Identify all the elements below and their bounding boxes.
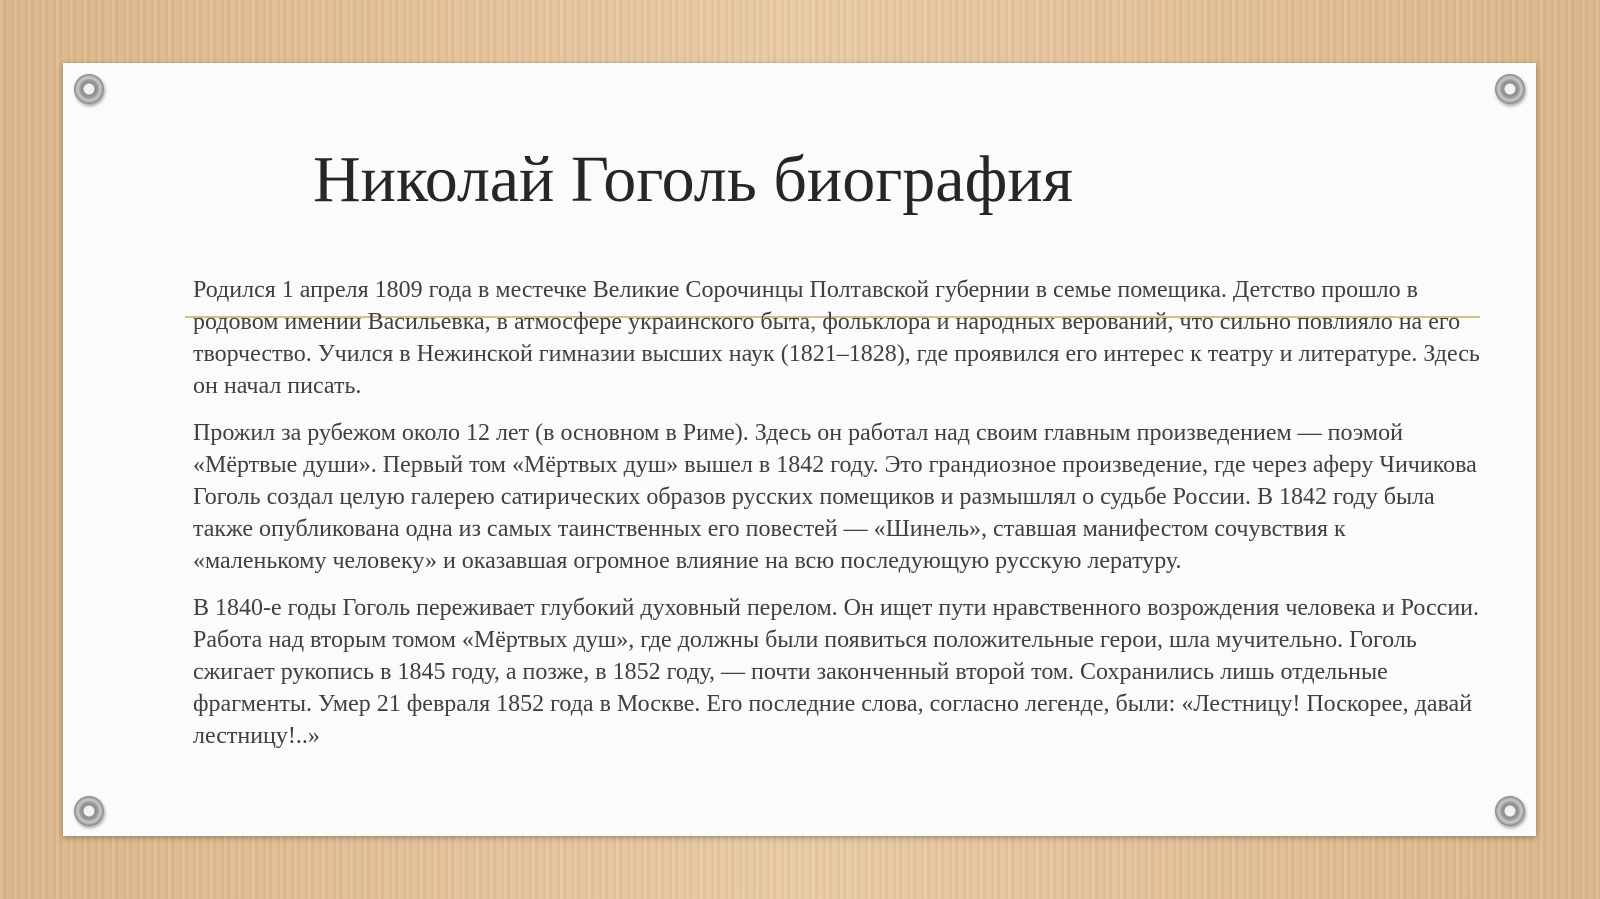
paragraph-abroad: Прожил за рубежом около 12 лет (в основном в Риме). Здесь он работал над своим главным произведением — поэмой «Мёртвые души». Первый том «Мёртвых душ» вышел в 1842 году. Это грандиозное произведение, где через аферу Чичикова Гоголь создал целую галерею сатирических образов русских помещиков и размышлял о судьбе России. В 1842 году была также опубликована одна из самых таинственных его повестей — «Шинель», ставшая манифестом сочувствия к «маленькому человеку» и оказавшая огромное влияние на всю последующую русскую лературу. xyxy=(193,420,1477,574)
paragraph-late-years: В 1840-е годы Гоголь переживает глубокий духовный перелом. Он ищет пути нравственного возрождения человека и России. Работа над вторым томом «Мёртвых душ», где должны были появиться положительные герои, шла мучительно. Гоголь сжигает рукопись в 1845 году, а позже, в 1852 году, — почти законченный второй том. Сохранились лишь отдельные фрагменты. Умер 21 февраля 1852 года в Москве. Его последние слова, согласно легенде, были: «Лестницу! Поскорее, давай лестницу!..» xyxy=(193,595,1480,749)
pushpin-icon xyxy=(74,796,104,826)
pushpin-icon xyxy=(1495,796,1525,826)
pushpin-icon xyxy=(1495,74,1525,104)
slide-body xyxy=(193,274,1483,767)
slide-title: Николай Гоголь биография xyxy=(313,143,1074,216)
pushpin-icon xyxy=(74,74,104,104)
paragraph-childhood: Родился 1 апреля 1809 года в местечке Великие Сорочинцы Полтавской губернии в семье помещика. Детство прошло в родовом имении Васильевка, в атмосфере украинского быта, фольклора и народных верований, что сильно повлияло на его творчество. Учился в Нежинской гимназии высших наук (1821–1828), где проявился его интерес к театру и литературе. Здесь он начал писать. xyxy=(193,277,1480,399)
slide-card xyxy=(63,63,1536,836)
